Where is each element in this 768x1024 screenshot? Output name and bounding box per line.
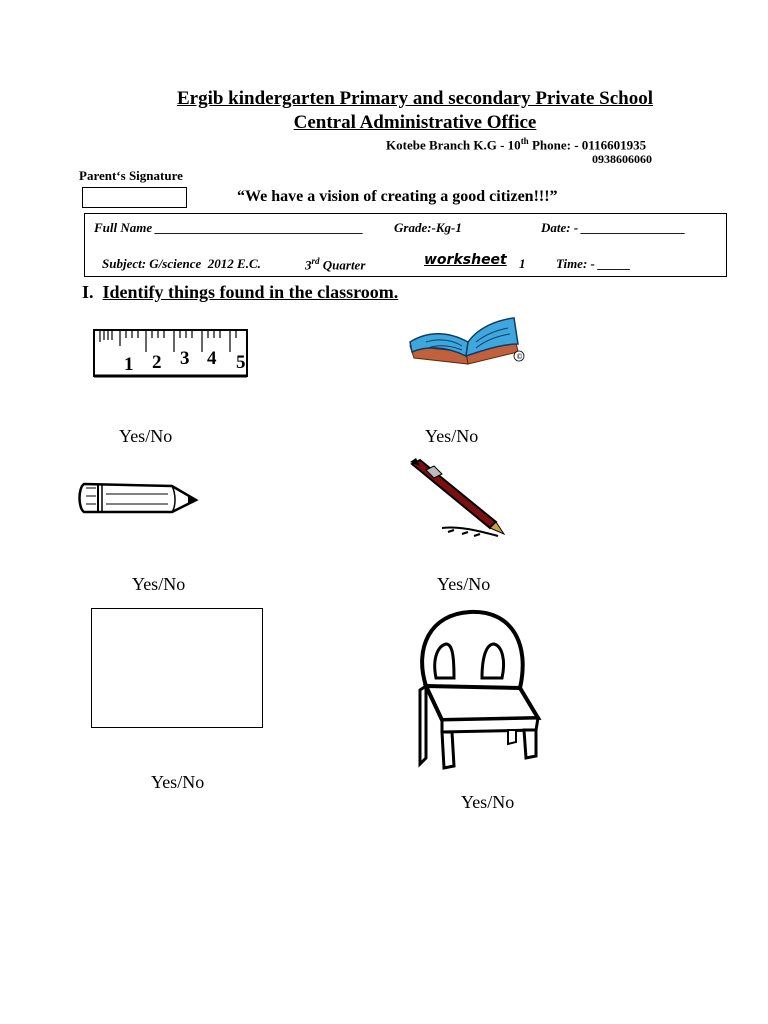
section-heading (82, 282, 398, 303)
pencil-icon (76, 478, 200, 518)
ruler-digit-1: 1 (124, 354, 134, 375)
time-field[interactable]: Time: - _____ (556, 256, 631, 271)
book-icon (406, 312, 530, 378)
ruler-digit-3: 3 (180, 348, 190, 369)
branch-phone-line (386, 136, 646, 153)
ruler-digit-2: 2 (152, 352, 162, 373)
answer-chair[interactable]: Yes/No (461, 792, 515, 812)
motto: “We have a vision of creating a good citizen!!!” (237, 188, 558, 205)
copyright-mark: © (516, 353, 523, 361)
subject-label: Subject: G/science 2012 E.C. (102, 256, 261, 271)
office-title: Central Administrative Office (293, 112, 537, 133)
branch-text: Kotebe Branch K.G - 10 (386, 137, 521, 153)
section-number: I. (82, 282, 94, 302)
grade-label: Grade:-Kg-1 (394, 220, 462, 235)
pen-icon (406, 456, 510, 540)
blank-box (91, 608, 263, 728)
answer-book[interactable]: Yes/No (425, 426, 479, 446)
answer-blank[interactable]: Yes/No (151, 772, 205, 792)
phone-text: Phone: - 0116601935 (528, 137, 647, 153)
full-name-field[interactable]: Full Name ________________________________ (94, 220, 364, 235)
date-field[interactable]: Date: - ________________ (541, 220, 686, 235)
quarter-num: 3 (305, 257, 312, 273)
worksheet-label: worksheet (424, 252, 507, 268)
phone-secondary: 0938606060 (592, 152, 652, 166)
branch-sup: th (520, 136, 529, 146)
ruler-digit-5: 5 (236, 352, 246, 373)
worksheet-number: 1 (519, 256, 526, 271)
quarter-sup: rd (311, 256, 320, 266)
ruler-digit-4: 4 (207, 348, 217, 369)
section-title: Identify things found in the classroom. (102, 282, 399, 302)
chair-icon (412, 608, 544, 772)
quarter-label (305, 256, 365, 273)
answer-ruler[interactable]: Yes/No (119, 426, 173, 446)
ruler-icon (90, 322, 252, 380)
student-info-box (84, 213, 727, 277)
signature-box[interactable] (82, 187, 187, 208)
school-name: Ergib kindergarten Primary and secondary Private School (176, 88, 654, 109)
quarter-word: Quarter (319, 257, 366, 273)
answer-pencil[interactable]: Yes/No (132, 574, 186, 594)
answer-pen[interactable]: Yes/No (437, 574, 491, 594)
signature-label: Parent‘s Signature (79, 168, 183, 183)
